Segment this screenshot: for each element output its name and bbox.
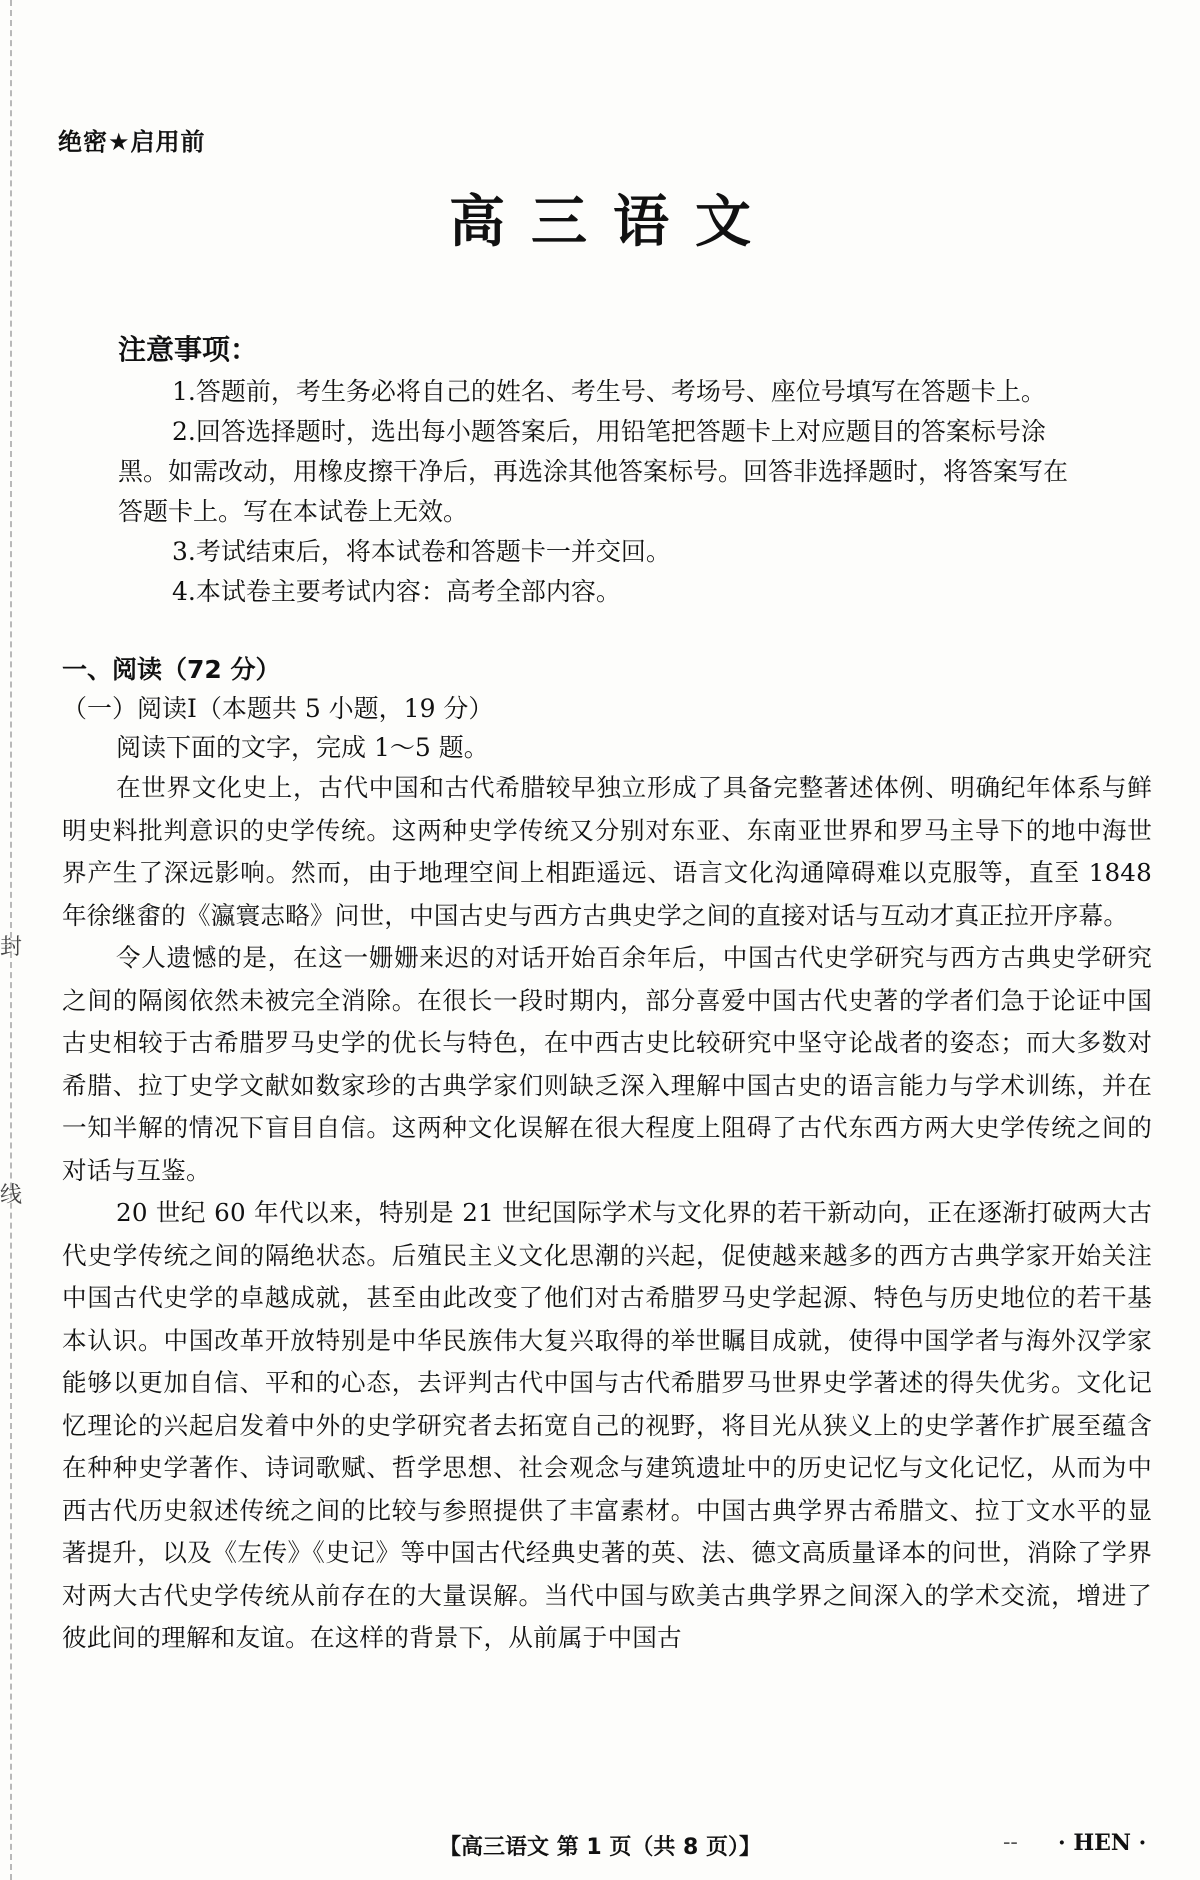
page-title: 高三语文 bbox=[449, 190, 777, 255]
margin-mark-line: 线 bbox=[0, 1183, 23, 1208]
passage-paragraph: 令人遗憾的是，在这一姗姗来迟的对话开始百余年后，中国古代史学研究与西方古典史学研究之间的隔阂依然未被完全消除。在很长一段时期内，部分喜爱中国古代史著的学者们急于论证中国古史相较于古希腊罗马史学的优长与特色，在中西古史比较研究中坚守论战者的姿态；而大多数对希腊、拉丁史学文献如数家珍的古典学家们则缺乏深入理解中国古史的语言能力与学术训练，并在一知半解的情况下盲目自信。这两种文化误解在很大程度上阻碍了古代东西方两大史学传统之间的对话与互鉴。 bbox=[62, 943, 1152, 1185]
notice-item: 2.回答选择题时，选出每小题答案后，用铅笔把答题卡上对应题目的答案标号涂黑。如需改动，用橡皮擦干净后，再选涂其他答案标号。回答非选择题时，将答案写在答题卡上。写在本试卷上无效。 bbox=[118, 417, 1069, 526]
notice-item: 4.本试卷主要考试内容：高考全部内容。 bbox=[172, 577, 621, 606]
notice-block bbox=[118, 330, 1078, 612]
confidential-label: 绝密★启用前 bbox=[58, 128, 206, 156]
notice-item: 3.考试结束后，将本试卷和答题卡一并交回。 bbox=[172, 537, 671, 566]
footer-dash: -- bbox=[1003, 1830, 1018, 1855]
exam-code: · HEN · bbox=[1058, 1830, 1147, 1856]
reading-section bbox=[62, 650, 1152, 1660]
notice-heading: 注意事项： bbox=[118, 333, 259, 366]
section-heading: 一、阅读（72 分） bbox=[62, 655, 281, 684]
passage-paragraph: 在世界文化史上，古代中国和古代希腊较早独立形成了具备完整著述体例、明确纪年体系与鲜明史料批判意识的史学传统。这两种史学传统又分别对东亚、东南亚世界和罗马主导下的地中海世界产生了深远影响。然而，由于地理空间上相距遥远、语言文化沟通障碍难以克服等，直至 1848 年徐继畬的《瀛寰志略》问世，中国古史与西方古典史学之间的直接对话与互动才真正拉开序幕。 bbox=[62, 773, 1152, 930]
margin-mark-seal: 封 bbox=[0, 935, 23, 960]
sub-section-heading: （一）阅读Ⅰ（本题共 5 小题，19 分） bbox=[62, 694, 494, 723]
page-number: 【高三语文 第 1 页（共 8 页）】 bbox=[439, 1835, 761, 1860]
notice-item: 1.答题前，考生务必将自己的姓名、考生号、考场号、座位号填写在答题卡上。 bbox=[172, 377, 1046, 406]
passage-paragraph: 20 世纪 60 年代以来，特别是 21 世纪国际学术与文化界的若干新动向，正在逐渐打破两大古代史学传统之间的隔绝状态。后殖民主义文化思潮的兴起，促使越来越多的西方古典学家开始关注中国古代史学的卓越成就，甚至由此改变了他们对古希腊罗马史学起源、特色与历史地位的若干基本认识。中国改革开放特别是中华民族伟大复兴取得的举世瞩目成就，使得中国学者与海外汉学家能够以更加自信、平和的心态，去评判古代中国与古代希腊罗马世界史学著述的得失优劣。文化记忆理论的兴起启发着中外的史学研究者去拓宽自己的视野，将目光从狭义上的史学著作扩展至蕴含在种种史学著作、诗词歌赋、哲学思想、社会观念与建筑遗址中的历史记忆与文化记忆，从而为中西古代历史叙述传统之间的比较与参照提供了丰富素材。中国古典学界古希腊文、拉丁文水平的显著提升，以及《左传》《史记》等中国古代经典史著的英、法、德文高质量译本的问世，消除了学界对两大古代史学传统从前存在的大量误解。当代中国与欧美古典学界之间深入的学术交流，增进了彼此间的理解和友谊。在这样的背景下，从前属于中国古 bbox=[62, 1198, 1152, 1652]
reading-instruction: 阅读下面的文字，完成 1～5 题。 bbox=[116, 733, 489, 762]
